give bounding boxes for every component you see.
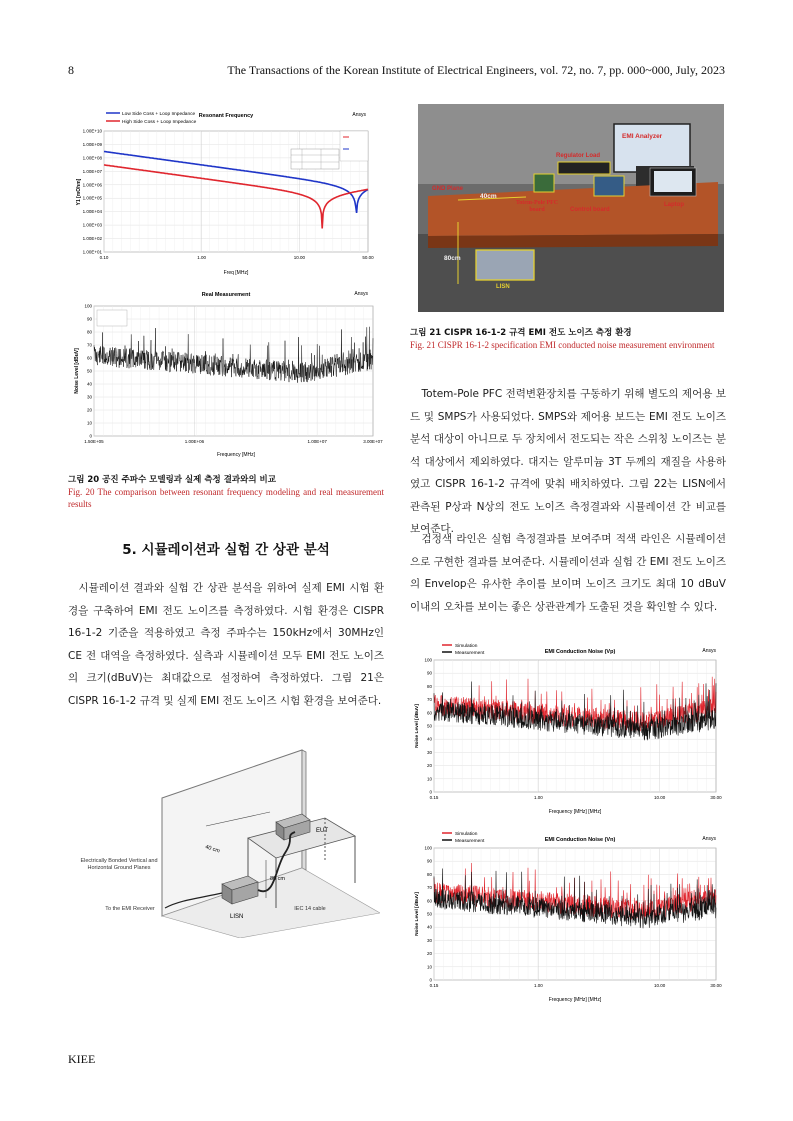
y-tick-label: 60 — [426, 898, 432, 904]
y-tick-label: 30 — [426, 937, 432, 943]
journal-header: The Transactions of the Korean Institute of Electrical Engineers, vol. 72, no. 7, pp. 000~000, July, 2023 — [227, 63, 725, 77]
chart-title: EMI Conduction Noise (Vn) — [544, 837, 616, 843]
y-tick-label: 40 — [86, 381, 92, 387]
x-tick-label: 0.15 — [429, 795, 439, 800]
d40-label: 40 cm — [204, 844, 221, 855]
y-tick-label: 0 — [89, 433, 92, 439]
resonant-frequency-chart — [66, 104, 384, 280]
y-tick-label: 1.00E+07 — [82, 168, 102, 174]
y-tick-label: 90 — [426, 670, 432, 676]
y-tick-label: 100 — [424, 657, 432, 663]
y-tick-label: 1.00E+09 — [82, 141, 102, 147]
legend-meas: Measurement — [455, 651, 485, 656]
x-axis-label: Frequency [MHz] — [216, 452, 256, 458]
x-tick-label: 10.00 — [293, 255, 305, 260]
y-tick-label: 0 — [429, 977, 432, 983]
d80-label: 80 cm — [270, 876, 285, 882]
emi-vn-chart — [412, 828, 726, 1006]
cispr-setup-diagram — [80, 748, 380, 938]
y-axis-label: Noise Level [dBuV] — [415, 704, 420, 748]
x-tick-label: 0.10 — [99, 255, 109, 260]
x-tick-label: 30.00 — [710, 795, 722, 800]
cable-label: IEC 14 cable — [294, 906, 326, 912]
fig20-caption-en: Fig. 20 The comparison between resonant frequency modeling and real measurement results — [68, 487, 384, 509]
y-tick-label: 1.00E+08 — [82, 155, 102, 161]
x-tick-label: 0.15 — [429, 983, 439, 988]
emi-analyzer-label: EMI Analyzer — [622, 133, 663, 140]
chart-title: EMI Conduction Noise (Vp) — [544, 649, 616, 655]
d80-label: 80cm — [444, 255, 461, 262]
chart-title: Resonant Frequency — [198, 113, 254, 119]
fig21-caption-en: Fig. 21 CISPR 16-1-2 specification EMI conducted noise measurement environment — [410, 340, 715, 350]
x-tick-label: 1.00E+06 — [184, 439, 205, 444]
fig21-caption-ko: 그림 21 CISPR 16-1-2 규격 EMI 전도 노이즈 측정 환경 — [410, 328, 632, 338]
x-tick-label: 3.00E+07 — [363, 439, 383, 444]
y-tick-label: 10 — [426, 776, 432, 782]
y-tick-label: 50 — [86, 368, 92, 374]
eut-label: EUT — [316, 828, 328, 834]
y-tick-label: 20 — [86, 407, 92, 413]
y-tick-label: 60 — [86, 355, 92, 361]
x-tick-label: 1.50E+05 — [84, 439, 104, 444]
x-axis-label: Frequency [MHz] [MHz] — [548, 997, 602, 1003]
x-tick-label: 1.00E+07 — [307, 439, 327, 444]
y-tick-label: 1.00E+06 — [82, 182, 102, 188]
x-axis-label: Frequency [MHz] [MHz] — [548, 809, 602, 815]
y-tick-label: 40 — [426, 924, 432, 930]
y-tick-label: 70 — [86, 342, 92, 348]
y-tick-label: 80 — [426, 871, 432, 877]
lisn-label: LISN — [496, 284, 510, 290]
x-tick-label: 30.00 — [710, 983, 722, 988]
x-tick-label: 10.00 — [653, 795, 666, 800]
y-tick-label: 40 — [426, 736, 432, 742]
y-tick-label: 90 — [86, 316, 92, 322]
y-tick-label: 20 — [426, 763, 432, 769]
brand: Ansys — [354, 291, 368, 297]
x-tick-label: 1.00 — [533, 795, 543, 800]
y-tick-label: 1.00E+10 — [82, 128, 102, 134]
receiver-label: To the EMI Receiver — [105, 906, 155, 912]
y-tick-label: 30 — [426, 749, 432, 755]
x-tick-label: 1.00 — [533, 983, 543, 988]
right-paragraph-1: Totem-Pole PFC 전력변환장치를 구동하기 위해 별도의 제어용 보드 및 SMPS가 사용되었다. SMPS와 제어용 보드는 EMI 전도 노이즈 분석 대상이 아니므로 두 장치에서 전도되는 작은 스위칭 노이즈는 분석 대상에서 제외하였다. 대지는 알루미늄 3T 두께의 재질을 사용하였고 CISPR 16-1-2 규격에 맞춰 배치하였다. 그림 22는 LISN에서 관측된 P상과 N상의 전도 노이즈 측정결과와 시뮬레이션 간 비교를 보여준다. — [410, 388, 726, 535]
y-tick-label: 1.00E+05 — [82, 195, 102, 201]
legend-high: High Side Coss + Loop Impedance — [122, 120, 197, 125]
y-tick-label: 70 — [426, 697, 432, 703]
y-tick-label: 10 — [426, 964, 432, 970]
test-environment-photo — [418, 104, 724, 312]
emi-vp-chart — [412, 640, 726, 818]
y-tick-label: 0 — [429, 789, 432, 795]
y-axis-label: Y1 [mOhm] — [76, 178, 82, 206]
laptop-label: Laptop — [664, 202, 684, 208]
y-tick-label: 50 — [426, 911, 432, 917]
x-tick-label: 50.00 — [362, 255, 374, 260]
y-axis-label: Noise Level [dBuV] — [415, 892, 420, 936]
regulator-label: Regulator Load — [556, 153, 601, 159]
fig20-caption-ko: 그림 20 공진 주파수 모델링과 실제 측정 결과와의 비교 — [68, 475, 276, 485]
y-tick-label: 90 — [426, 858, 432, 864]
real-measurement-chart — [66, 286, 384, 462]
y-tick-label: 20 — [426, 951, 432, 957]
y-tick-label: 1.00E+01 — [82, 249, 102, 255]
y-tick-label: 70 — [426, 885, 432, 891]
section-title: 5. 시뮬레이션과 실험 간 상관 분석 — [122, 542, 330, 558]
y-tick-label: 100 — [424, 845, 432, 851]
y-tick-label: 1.00E+04 — [82, 209, 102, 215]
legend-meas: Measurement — [455, 839, 485, 844]
lisn-label: LISN — [230, 914, 244, 920]
totem-label: Totem-Pole PFC board — [515, 200, 559, 213]
brand: Ansys — [702, 836, 716, 842]
section5-paragraph: 시뮬레이션 결과와 실험 간 상관 분석을 위하여 실제 EMI 시험 환경을 구축하여 EMI 전도 노이즈를 측정하였다. 시험 환경은 CISPR 16-1-2 기준을 적용하였고 측정 주파수는 150kHz에서 30MHz인 CE 전 대역을 측정하였다. 실측과 시뮬레이션 모두 EMI 전도 노이즈의 크기(dBuV)는 최대값으로 설정하여 측정하였다. 그림 21은 CISPR 16-1-2 규격 및 실제 EMI 전도 노이즈 시험 환경을 보여준다. — [68, 582, 384, 707]
x-tick-label: 10.00 — [653, 983, 666, 988]
y-tick-label: 10 — [86, 420, 92, 426]
legend-sim: Simulation — [455, 644, 478, 649]
d40-label: 40cm — [480, 193, 497, 200]
legend-sim: Simulation — [455, 832, 478, 837]
y-axis-label: Noise Level [dBuV] — [74, 348, 80, 394]
control-label: Control board — [570, 207, 610, 213]
y-tick-label: 60 — [426, 710, 432, 716]
y-tick-label: 1.00E+03 — [82, 222, 102, 228]
footer: KIEE — [68, 1052, 96, 1066]
y-tick-label: 30 — [86, 394, 92, 400]
y-tick-label: 1.00E+02 — [82, 236, 102, 242]
brand: Ansys — [702, 648, 716, 654]
y-tick-label: 80 — [426, 683, 432, 689]
ground-plane-label: Electrically Bonded Vertical and Horizontal Ground Planes — [80, 858, 158, 871]
right-paragraph-2: 검정색 라인은 실험 측정결과를 보여주며 적색 라인은 시뮬레이션으로 구현한 결과를 보여준다. 시뮬레이션과 실험 간 EMI 전도 노이즈의 Envelop은 유사한 추이를 보이며 노이즈 크기도 최대 10 dBuV 이내의 오차를 보이는 좋은 상관관계가 도출된 것을 확인할 수 있다. — [410, 533, 726, 613]
chart-title: Real Measurement — [201, 292, 251, 298]
brand: Ansys — [352, 112, 366, 118]
gnd-plane-label: GND Plane — [432, 186, 464, 192]
y-tick-label: 50 — [426, 723, 432, 729]
x-axis-label: Freq [MHz] — [223, 270, 249, 276]
x-tick-label: 1.00 — [197, 255, 207, 260]
page-number: 8 — [68, 63, 74, 77]
legend-low: Low Side Coss + Loop Impedance — [122, 112, 196, 117]
y-tick-label: 100 — [84, 303, 92, 309]
y-tick-label: 80 — [86, 329, 92, 335]
